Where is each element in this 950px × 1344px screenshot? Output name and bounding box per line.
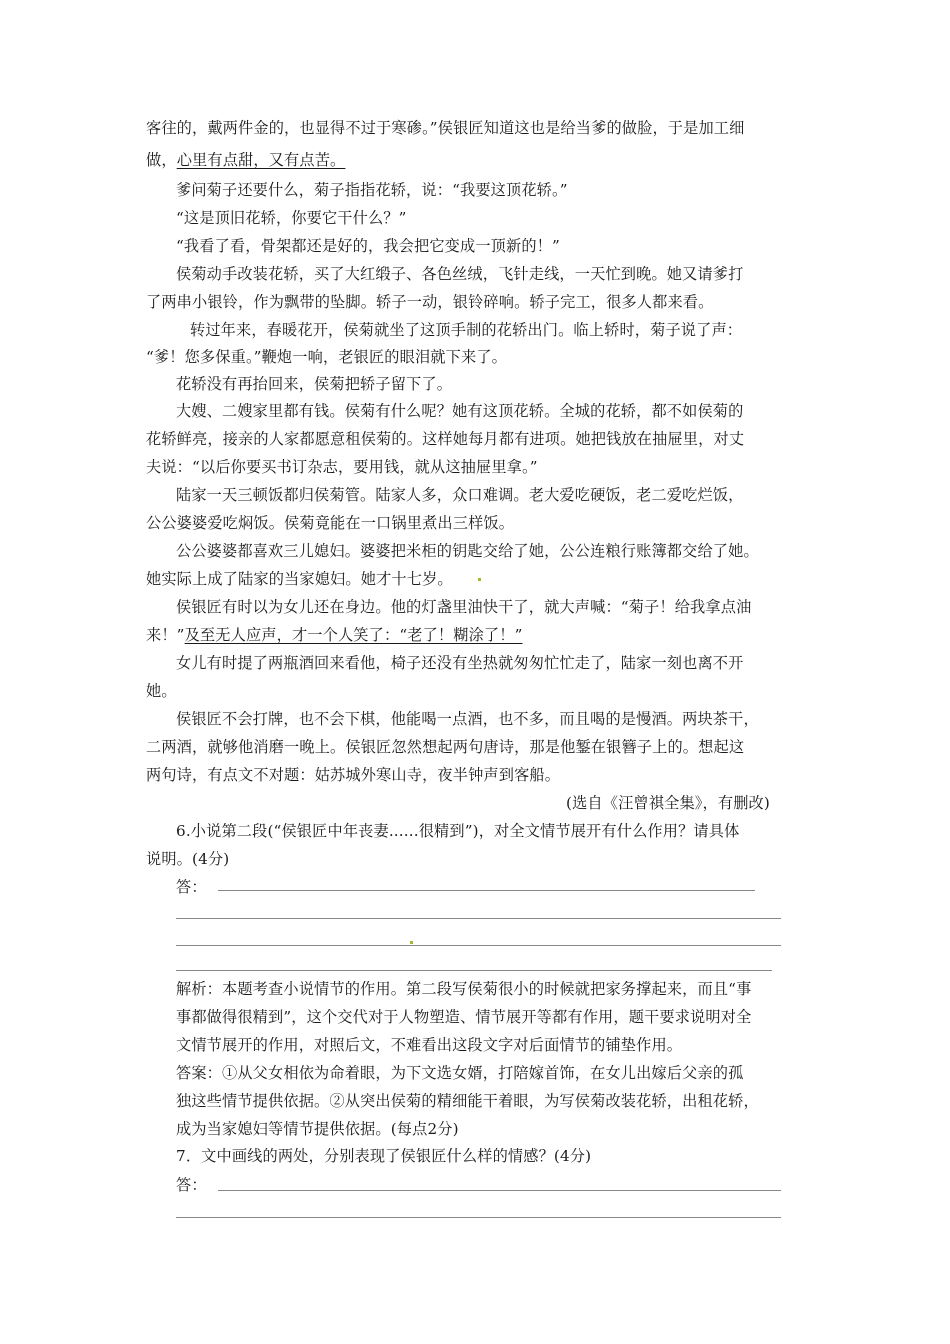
answer-label: 答：: [176, 1176, 207, 1194]
passage-line: “这是顶旧花轿，你要它干什么？”: [176, 209, 407, 227]
question-7-text: 7．文中画线的两处，分别表现了侯银匠什么样的情感？(4分): [176, 1147, 592, 1165]
passage-line: [146, 150, 345, 170]
passage-line: 公公婆婆都喜欢三儿媳妇。婆婆把米柜的钥匙交给了她，公公连粮行账簿都交给了她。: [176, 542, 759, 560]
passage-line: 侯银匠有时以为女儿还在身边。他的灯盏里油快干了，就大声喊：“菊子！给我拿点油: [176, 598, 752, 616]
answer-line[interactable]: [218, 890, 755, 891]
analysis-text: 事都做得很精到”，这个交代对于人物塑造、情节展开等都有作用，题干要求说明对全: [176, 1008, 752, 1026]
answer-line[interactable]: [176, 1217, 781, 1218]
speck-mark: [410, 941, 413, 944]
passage-line: 二两酒，就够他消磨一晚上。侯银匠忽然想起两句唐诗，那是他錾在银簪子上的。想起这: [146, 738, 745, 756]
answer-line[interactable]: [218, 1190, 781, 1191]
passage-line: 爹问菊子还要什么，菊子指指花轿，说：“我要这顶花轿。”: [176, 181, 568, 199]
passage-line: 花轿鲜亮，接亲的人家都愿意租侯菊的。这样她每月都有进项。她把钱放在抽屉里，对丈: [146, 430, 745, 448]
answer-key-text: 独这些情节提供依据。②从突出侯菊的精细能干着眼，为写侯菊改装花轿，出租花轿，: [176, 1092, 759, 1110]
speck-mark: [478, 578, 481, 581]
underlined-phrase-2: 及至无人应声，才一个人笑了：“老了！糊涂了！”: [184, 626, 523, 644]
passage-line: 大嫂、二嫂家里都有钱。侯菊有什么呢？她有这顶花轿。全城的花轿，都不如侯菊的: [176, 402, 744, 420]
passage-line: 夫说：“以后你要买书订杂志，要用钱，就从这抽屉里拿。”: [146, 458, 538, 476]
passage-line: 花轿没有再抬回来，侯菊把轿子留下了。: [176, 375, 453, 393]
underlined-phrase-1: 心里有点甜，又有点苦。: [176, 151, 346, 169]
answer-key-text: 答案：①从父女相依为命着眼，为下文选女婿，打陪嫁首饰，在女儿出嫁后父亲的孤: [176, 1064, 744, 1082]
passage-line: 了两串小银铃，作为飘带的坠脚。轿子一动，银铃碎响。轿子完工，很多人都来看。: [146, 293, 714, 311]
passage-line: 女儿有时提了两瓶酒回来看他，椅子还没有坐热就匆匆忙忙走了，陆家一刻也离不开: [176, 654, 744, 672]
passage-line: 客往的，戴两件金的，也显得不过于寒碜。”侯银匠知道这也是给当爹的做脸，于是加工细: [146, 119, 745, 137]
passage-line: 侯银匠不会打牌，也不会下棋，他能喝一点酒，也不多，而且喝的是慢酒。两块茶干，: [176, 710, 759, 728]
text-run: 来！”: [146, 626, 185, 644]
answer-label: 答：: [176, 878, 207, 896]
answer-key-text: 成为当家媳妇等情节提供依据。(每点2分): [176, 1120, 459, 1138]
passage-line: 公公婆婆爱吃焖饭。侯菊竟能在一口锅里煮出三样饭。: [146, 514, 515, 532]
analysis-text: 文情节展开的作用，对照后文，不难看出这段文字对后面情节的铺垫作用。: [176, 1036, 683, 1054]
passage-line: “我看了看，骨架都还是好的，我会把它变成一顶新的！”: [176, 237, 560, 255]
passage-line: 她实际上成了陆家的当家媳妇。她才十七岁。: [146, 570, 453, 588]
answer-line[interactable]: [176, 918, 781, 919]
passage-line: “爹！您多保重。”鞭炮一响，老银匠的眼泪就下来了。: [146, 348, 507, 366]
answer-line[interactable]: [176, 970, 772, 971]
passage-line: 两句诗，有点文不对题：姑苏城外寒山寺，夜半钟声到客船。: [146, 766, 561, 784]
text-run: 做，: [146, 151, 177, 169]
answer-line[interactable]: [176, 945, 781, 946]
passage-line: 转过年来，春暖花开，侯菊就坐了这顶手制的花轿出门。临上轿时，菊子说了声：: [190, 321, 743, 339]
question-6-text: 6.小说第二段(“侯银匠中年丧妻......很精到”)，对全文情节展开有什么作用？请具体: [176, 822, 740, 840]
analysis-text: 解析：本题考查小说情节的作用。第二段写侯菊很小的时候就把家务撑起来，而且“事: [176, 980, 752, 998]
passage-line: 她。: [146, 682, 177, 700]
question-6-text: 说明。(4分): [146, 850, 230, 868]
passage-line: 陆家一天三顿饭都归侯菊管。陆家人多，众口难调。老大爱吃硬饭，老二爱吃烂饭，: [176, 486, 744, 504]
source-citation: (选自《汪曾祺全集》，有删改): [566, 794, 770, 812]
passage-line: [146, 625, 523, 645]
passage-line: 侯菊动手改装花轿，买了大红缎子、各色丝绒，飞针走线，一天忙到晚。她又请爹打: [176, 265, 744, 283]
